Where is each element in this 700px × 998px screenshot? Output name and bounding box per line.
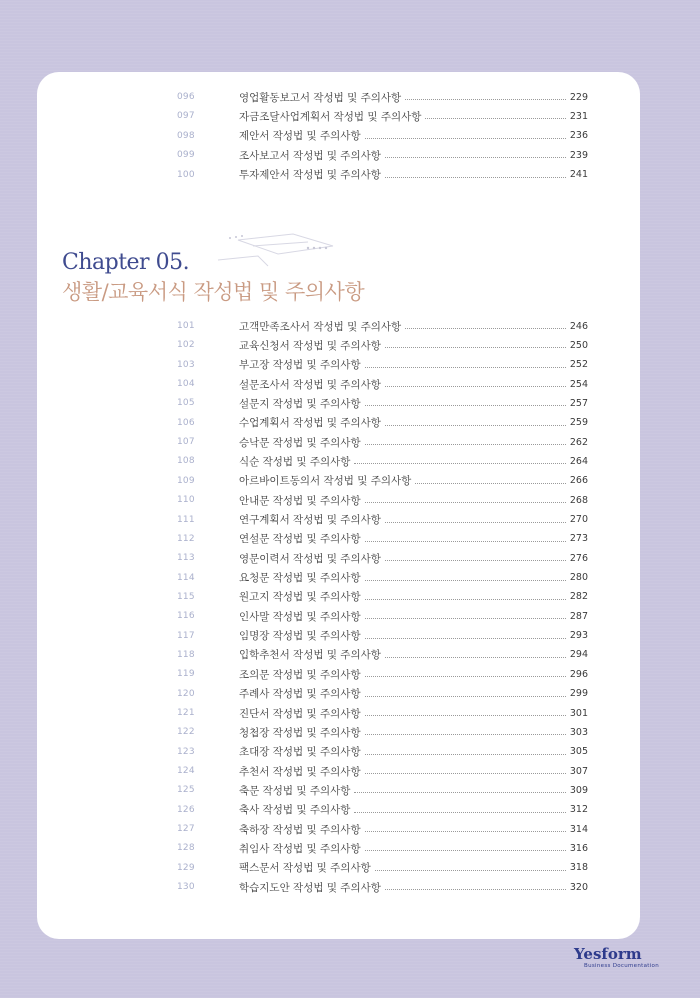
entry-number: 128 — [177, 843, 195, 854]
entry-number: 108 — [177, 456, 195, 467]
entry-page: 293 — [569, 630, 588, 642]
toc-entry — [177, 607, 588, 625]
toc-entry — [177, 452, 588, 470]
entry-page: 259 — [569, 417, 588, 429]
toc-entry — [177, 511, 588, 529]
entry-number: 120 — [177, 688, 195, 699]
toc-entry — [177, 88, 588, 106]
toc-entry — [177, 762, 588, 780]
entry-page: 264 — [569, 455, 588, 467]
dot-leader — [365, 733, 566, 735]
dot-leader — [385, 385, 566, 387]
entry-title: 아르바이트동의서 작성법 및 주의사항 — [239, 475, 412, 488]
dot-leader — [365, 443, 566, 445]
brand-name: Yesform — [574, 945, 642, 963]
entry-page: 296 — [569, 668, 588, 680]
dot-leader — [385, 521, 566, 523]
dot-leader — [365, 579, 566, 581]
entry-title: 요청문 작성법 및 주의사항 — [239, 572, 361, 585]
entry-number: 126 — [177, 804, 195, 815]
entry-number: 127 — [177, 824, 195, 835]
toc-entry — [177, 627, 588, 645]
entry-number: 122 — [177, 727, 195, 738]
entry-number: 118 — [177, 649, 195, 660]
entry-page: 273 — [569, 533, 588, 545]
entry-title: 승낙문 작성법 및 주의사항 — [239, 436, 361, 449]
toc-entry — [177, 530, 588, 548]
entry-number: 103 — [177, 359, 195, 370]
entry-number: 117 — [177, 630, 195, 641]
entry-number: 123 — [177, 746, 195, 757]
dot-leader — [405, 98, 566, 100]
entry-number: 112 — [177, 533, 195, 544]
entry-page: 254 — [569, 378, 588, 390]
entry-number: 114 — [177, 572, 195, 583]
entry-number: 098 — [177, 130, 195, 141]
dot-leader — [365, 404, 566, 406]
entry-page: 268 — [569, 494, 588, 506]
dot-leader — [385, 156, 566, 158]
entry-page: 305 — [569, 746, 588, 758]
entry-number: 121 — [177, 708, 195, 718]
entry-number: 097 — [177, 111, 195, 122]
dot-leader — [365, 714, 566, 716]
dot-leader — [365, 598, 566, 600]
entry-page: 282 — [569, 591, 588, 603]
dot-leader — [385, 656, 566, 658]
entry-title: 원고지 작성법 및 주의사항 — [239, 591, 361, 604]
dot-leader — [365, 849, 566, 851]
toc-entry — [177, 394, 588, 412]
entry-page: 294 — [569, 649, 588, 661]
entry-title: 주례사 작성법 및 주의사항 — [239, 688, 361, 701]
entry-title: 수업계획서 작성법 및 주의사항 — [239, 417, 381, 430]
entry-page: 309 — [569, 784, 588, 796]
entry-page: 303 — [569, 726, 588, 738]
entry-title: 축하장 작성법 및 주의사항 — [239, 823, 361, 836]
dot-leader — [354, 811, 565, 813]
toc-entry — [177, 646, 588, 664]
entry-title: 인사말 작성법 및 주의사항 — [239, 610, 361, 623]
entry-title: 축문 작성법 및 주의사항 — [239, 784, 351, 797]
dot-leader — [425, 117, 565, 119]
brand-logo — [574, 946, 669, 986]
entry-title: 설문조사서 작성법 및 주의사항 — [239, 378, 381, 391]
entry-number: 096 — [177, 92, 195, 102]
entry-number: 106 — [177, 417, 195, 428]
entry-title: 자금조달사업계획서 작성법 및 주의사항 — [239, 110, 422, 123]
entry-title: 영문이력서 작성법 및 주의사항 — [239, 552, 381, 565]
dot-leader — [365, 366, 566, 368]
entry-number: 105 — [177, 398, 195, 409]
toc-entry — [177, 414, 588, 432]
entry-page: 270 — [569, 514, 588, 525]
entry-page: 246 — [569, 320, 588, 332]
toc-entry — [177, 336, 588, 354]
entry-title: 교육신청서 작성법 및 주의사항 — [239, 339, 381, 352]
entry-number: 124 — [177, 766, 195, 777]
dot-leader — [365, 637, 566, 639]
entry-title: 투자제안서 작성법 및 주의사항 — [239, 169, 381, 182]
entry-page: 299 — [569, 688, 588, 700]
chapter-title: Chapter 05. — [62, 250, 190, 275]
toc-entry — [177, 781, 588, 799]
toc-entry — [177, 356, 588, 374]
entry-page: 241 — [569, 169, 588, 181]
entry-page: 252 — [569, 359, 588, 371]
toc-entry — [177, 146, 588, 164]
entry-page: 257 — [569, 397, 588, 409]
entry-title: 안내문 작성법 및 주의사항 — [239, 494, 361, 507]
entry-page: 266 — [569, 475, 588, 487]
dot-leader — [365, 830, 566, 832]
toc-entry — [177, 723, 588, 741]
dot-leader — [365, 501, 566, 503]
dot-leader — [385, 888, 566, 890]
entry-number: 107 — [177, 437, 195, 448]
entry-page: 314 — [569, 823, 588, 835]
entry-number: 129 — [177, 862, 195, 873]
dot-leader — [365, 695, 566, 697]
entry-title: 팩스문서 작성법 및 주의사항 — [239, 862, 371, 875]
toc-entry — [177, 801, 588, 819]
entry-title: 청첩장 작성법 및 주의사항 — [239, 726, 361, 739]
entry-number: 130 — [177, 882, 195, 893]
entry-title: 학습지도안 작성법 및 주의사항 — [239, 881, 381, 894]
entry-page: 231 — [569, 110, 588, 122]
dot-leader — [385, 176, 566, 178]
entry-title: 입학추천서 작성법 및 주의사항 — [239, 649, 381, 662]
entry-number: 099 — [177, 150, 195, 161]
dot-leader — [354, 791, 565, 793]
entry-title: 식순 작성법 및 주의사항 — [239, 455, 351, 468]
toc-entry — [177, 878, 588, 896]
toc-entry — [177, 491, 588, 509]
dot-leader — [415, 482, 566, 484]
entry-title: 축사 작성법 및 주의사항 — [239, 804, 351, 817]
toc-entry — [177, 472, 588, 490]
entry-title: 취임사 작성법 및 주의사항 — [239, 842, 361, 855]
dot-leader — [385, 559, 566, 561]
entry-page: 316 — [569, 842, 588, 854]
entry-number: 109 — [177, 475, 195, 486]
entry-page: 262 — [569, 436, 588, 448]
entry-title: 영업활동보고서 작성법 및 주의사항 — [239, 91, 402, 104]
dot-leader — [365, 772, 566, 774]
toc-entry — [177, 433, 588, 451]
entry-page: 236 — [569, 130, 588, 142]
dot-leader — [365, 753, 566, 755]
chapter-subtitle: 생활/교육서식 작성법 및 주의사항 — [62, 280, 365, 304]
brand-tagline: Business Documentation — [584, 963, 660, 969]
entry-page: 239 — [569, 149, 588, 161]
entry-number: 113 — [177, 553, 195, 564]
toc-entry — [177, 588, 588, 606]
toc-entry — [177, 743, 588, 761]
entry-number: 110 — [177, 495, 195, 506]
entry-title: 조사보고서 작성법 및 주의사항 — [239, 149, 381, 162]
entry-number: 125 — [177, 785, 195, 796]
dot-leader — [365, 137, 566, 139]
toc-entry — [177, 820, 588, 838]
entry-title: 제안서 작성법 및 주의사항 — [239, 130, 361, 143]
dot-leader — [365, 540, 566, 542]
entry-page: 250 — [569, 339, 588, 351]
entry-number: 104 — [177, 379, 195, 390]
toc-entry — [177, 549, 588, 567]
entry-number: 111 — [177, 514, 195, 525]
toc-entry — [177, 839, 588, 857]
entry-number: 101 — [177, 321, 195, 331]
dot-leader — [365, 675, 566, 677]
entry-title: 진단서 작성법 및 주의사항 — [239, 707, 361, 720]
toc-entry — [177, 685, 588, 703]
dot-leader — [405, 327, 566, 329]
toc-entry — [177, 166, 588, 184]
entry-title: 임명장 작성법 및 주의사항 — [239, 630, 361, 643]
entry-number: 102 — [177, 340, 195, 351]
entry-title: 고객만족조사서 작성법 및 주의사항 — [239, 320, 402, 333]
toc-entry — [177, 665, 588, 683]
entry-title: 조의문 작성법 및 주의사항 — [239, 668, 361, 681]
entry-title: 추천서 작성법 및 주의사항 — [239, 765, 361, 778]
toc-entry — [177, 127, 588, 145]
entry-number: 119 — [177, 669, 195, 680]
dot-leader — [385, 346, 566, 348]
entry-page: 287 — [569, 610, 588, 622]
toc-entry — [177, 375, 588, 393]
entry-title: 연설문 작성법 및 주의사항 — [239, 533, 361, 546]
dot-leader — [365, 617, 566, 619]
entry-title: 초대장 작성법 및 주의사항 — [239, 746, 361, 759]
entry-page: 276 — [569, 552, 588, 564]
entry-number: 116 — [177, 611, 195, 622]
toc-entry — [177, 317, 588, 335]
entry-title: 설문지 작성법 및 주의사항 — [239, 397, 361, 410]
dot-leader — [375, 869, 566, 871]
toc-entry — [177, 859, 588, 877]
dot-leader — [354, 462, 565, 464]
toc-entry — [177, 569, 588, 587]
dot-leader — [385, 424, 566, 426]
toc-entry — [177, 107, 588, 125]
entry-page: 320 — [569, 881, 588, 893]
entry-page: 312 — [569, 804, 588, 816]
entry-number: 100 — [177, 169, 195, 180]
entry-page: 318 — [569, 862, 588, 874]
entry-page: 280 — [569, 572, 588, 584]
entry-title: 연구계획서 작성법 및 주의사항 — [239, 514, 381, 526]
toc-entry — [177, 704, 588, 722]
entry-page: 301 — [569, 707, 588, 719]
entry-number: 115 — [177, 591, 195, 602]
entry-page: 307 — [569, 765, 588, 777]
entry-title: 부고장 작성법 및 주의사항 — [239, 359, 361, 372]
decorative-sketch — [198, 226, 348, 276]
entry-page: 229 — [569, 91, 588, 103]
